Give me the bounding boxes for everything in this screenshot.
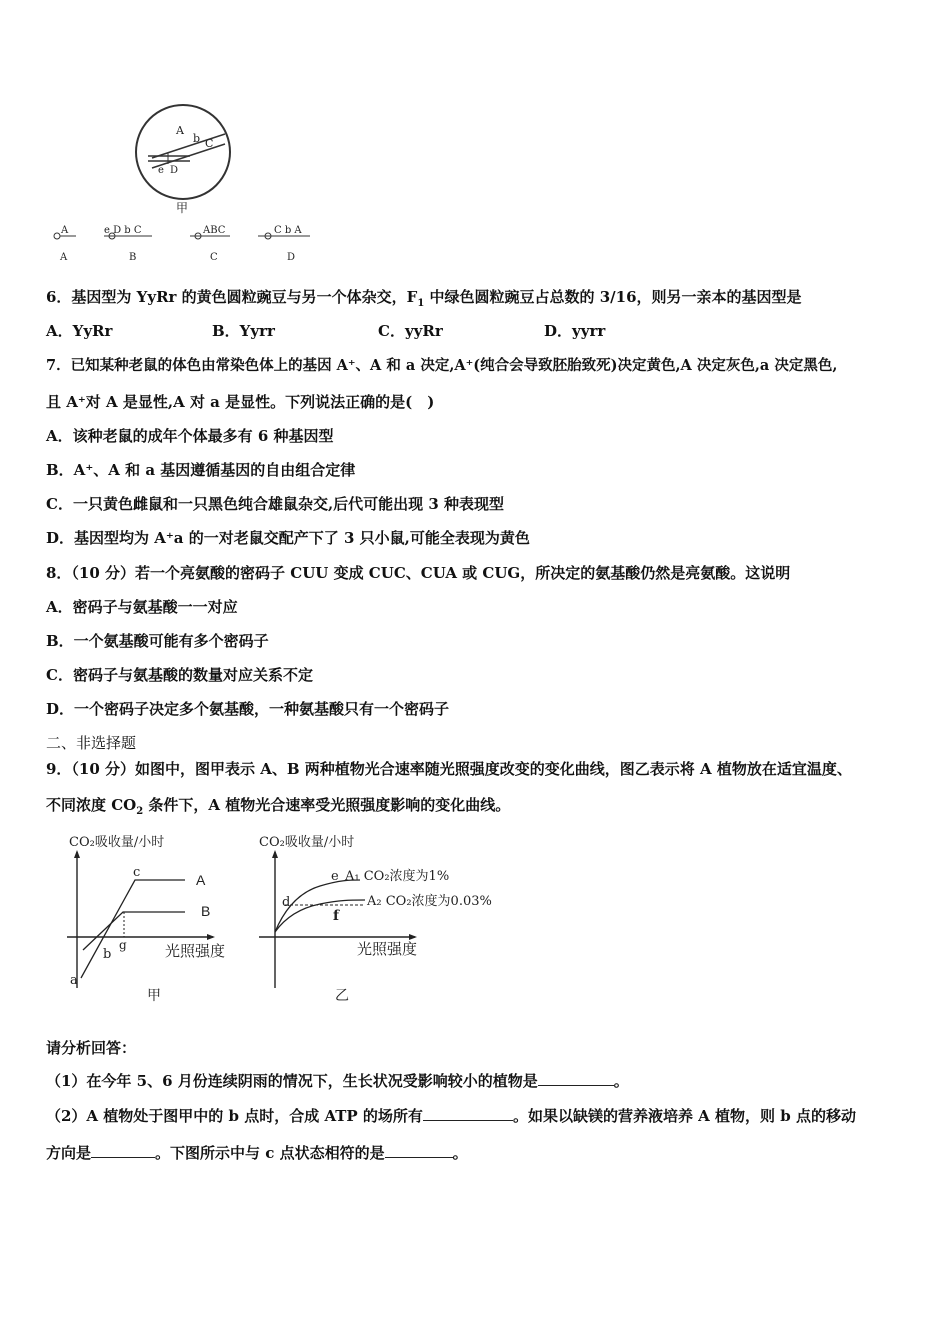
- answer-blank-1[interactable]: [538, 1071, 614, 1086]
- q7-option-d: D．基因型均为 A⁺a 的一对老鼠交配产下了 3 只小鼠,可能全表现为黄色: [46, 529, 530, 547]
- option-D-letter: D: [287, 252, 296, 263]
- graph-jia-ylabel: CO₂吸收量/小时: [69, 835, 165, 850]
- chromosome-pair-1a: [152, 134, 225, 158]
- gene-label-e: e: [158, 165, 164, 176]
- sub-question-2-line2: 方向是 。下图所示中与 c 点状态相符的是 。: [46, 1144, 468, 1162]
- point-f: f: [333, 908, 340, 924]
- question-9-line2: 不同浓度 $CO_2$ 条件下，A 植物光合速率受光照强度影响的变化曲线。: [46, 796, 511, 817]
- graph-jia-xlabel: 光照强度: [165, 942, 226, 960]
- curve-A: [81, 880, 185, 978]
- q6-option-d: D．yyrr: [544, 322, 606, 340]
- svg-text:ABC: ABC: [203, 225, 226, 236]
- sub-question-2-line1: （2）A 植物处于图甲中的 b 点时，合成 ATP 的场所有 。如果以缺镁的营养液培养 A 植物，则 b 点的移动: [46, 1107, 856, 1125]
- option-B-chromosome: [104, 225, 152, 263]
- graph-yi-ylabel: CO₂吸收量/小时: [259, 835, 355, 850]
- question-7-line2: 且 A⁺对 A 是显性,A 对 a 是显性。下列说法正确的是( ): [46, 393, 435, 411]
- curve-label-A2: A₂ CO₂浓度为0.03%: [367, 894, 492, 909]
- q7-option-c: C．一只黄色雌鼠和一只黑色纯合雄鼠杂交,后代可能出现 3 种表现型: [46, 495, 505, 513]
- curve-label-A: A: [196, 872, 206, 888]
- graph-yi: [255, 828, 535, 1008]
- q8-option-c: C．密码子与氨基酸的数量对应关系不定: [46, 666, 313, 684]
- point-c: c: [133, 865, 141, 880]
- point-e: e: [331, 869, 339, 884]
- question-9-line1: 9．（10 分）如图中，图甲表示 A、B 两种植物光合速率随光照强度改变的变化曲线，图乙表示将 A 植物放在适宜温度、: [46, 760, 852, 778]
- graph-yi-caption: 乙: [335, 988, 349, 1004]
- point-d: d: [282, 895, 291, 910]
- point-b: b: [103, 947, 112, 962]
- q6-option-c: C．yyRr: [378, 322, 443, 340]
- q8-option-a: A．密码子与氨基酸一一对应: [46, 598, 238, 616]
- chromosome-figure: [40, 100, 340, 270]
- graph-jia-caption: 甲: [147, 988, 161, 1004]
- q7-option-b: B．A⁺、A 和 a 基因遵循基因的自由组合定律: [46, 461, 356, 479]
- answer-blank-3[interactable]: [91, 1143, 155, 1158]
- option-D-chromosome: [258, 225, 310, 263]
- q8-option-d: D．一个密码子决定多个氨基酸，一种氨基酸只有一个密码子: [46, 700, 450, 718]
- prompt-text: 请分析回答：: [46, 1039, 137, 1057]
- gene-label-C: C: [205, 137, 214, 150]
- gene-label-b: b: [193, 132, 201, 145]
- q6-option-b: B．Yyrr: [212, 322, 275, 340]
- svg-text:C b A: C b A: [274, 225, 302, 236]
- graph-yi-xlabel: 光照强度: [357, 940, 418, 958]
- option-A-chromosome: [54, 225, 76, 263]
- answer-blank-2[interactable]: [423, 1106, 513, 1121]
- question-6-stem: 6．基因型为 YyRr 的黄色圆粒豌豆与另一个体杂交，$F_1$ 中绿色圆粒豌豆占总数的 3/16，则另一亲本的基因型是: [46, 288, 802, 309]
- gene-label-A: A: [176, 124, 184, 137]
- point-g: g: [119, 938, 127, 952]
- section-heading: 二、非选择题: [46, 734, 137, 752]
- svg-text:e D b C: e D b C: [104, 225, 142, 236]
- question-7-line1: 7．已知某种老鼠的体色由常染色体上的基因 A⁺、A 和 a 决定,A⁺(纯合会导致胚胎致死)决定黄色,A 决定灰色,a 决定黑色,: [46, 357, 838, 374]
- q8-option-b: B．一个氨基酸可能有多个密码子: [46, 632, 269, 650]
- question-8-stem: 8．（10 分）若一个亮氨酸的密码子 CUU 变成 CUC、CUA 或 CUG，所决定的氨基酸仍然是亮氨酸。这说明: [46, 564, 791, 582]
- option-B-letter: B: [129, 252, 137, 263]
- figure-caption-jia: 甲: [176, 201, 189, 215]
- q6-option-a: A．YyRr: [46, 322, 113, 340]
- sub-question-1: （1）在今年 5、6 月份连续阴雨的情况下，生长状况受影响较小的植物是 。: [46, 1072, 629, 1090]
- svg-text:A: A: [61, 225, 69, 236]
- option-C-letter: C: [210, 252, 218, 263]
- curve-label-A1: A₁ CO₂浓度为1%: [345, 869, 450, 884]
- option-C-chromosome: [190, 225, 230, 263]
- graph-jia: [55, 828, 255, 1008]
- gene-label-D: D: [170, 165, 179, 176]
- curve-label-B: B: [201, 903, 211, 919]
- cell-circle: [136, 105, 230, 199]
- option-A-letter: A: [60, 252, 68, 263]
- point-a: a: [70, 973, 78, 988]
- answer-blank-4[interactable]: [385, 1143, 453, 1158]
- q7-option-a: A．该种老鼠的成年个体最多有 6 种基因型: [46, 427, 334, 445]
